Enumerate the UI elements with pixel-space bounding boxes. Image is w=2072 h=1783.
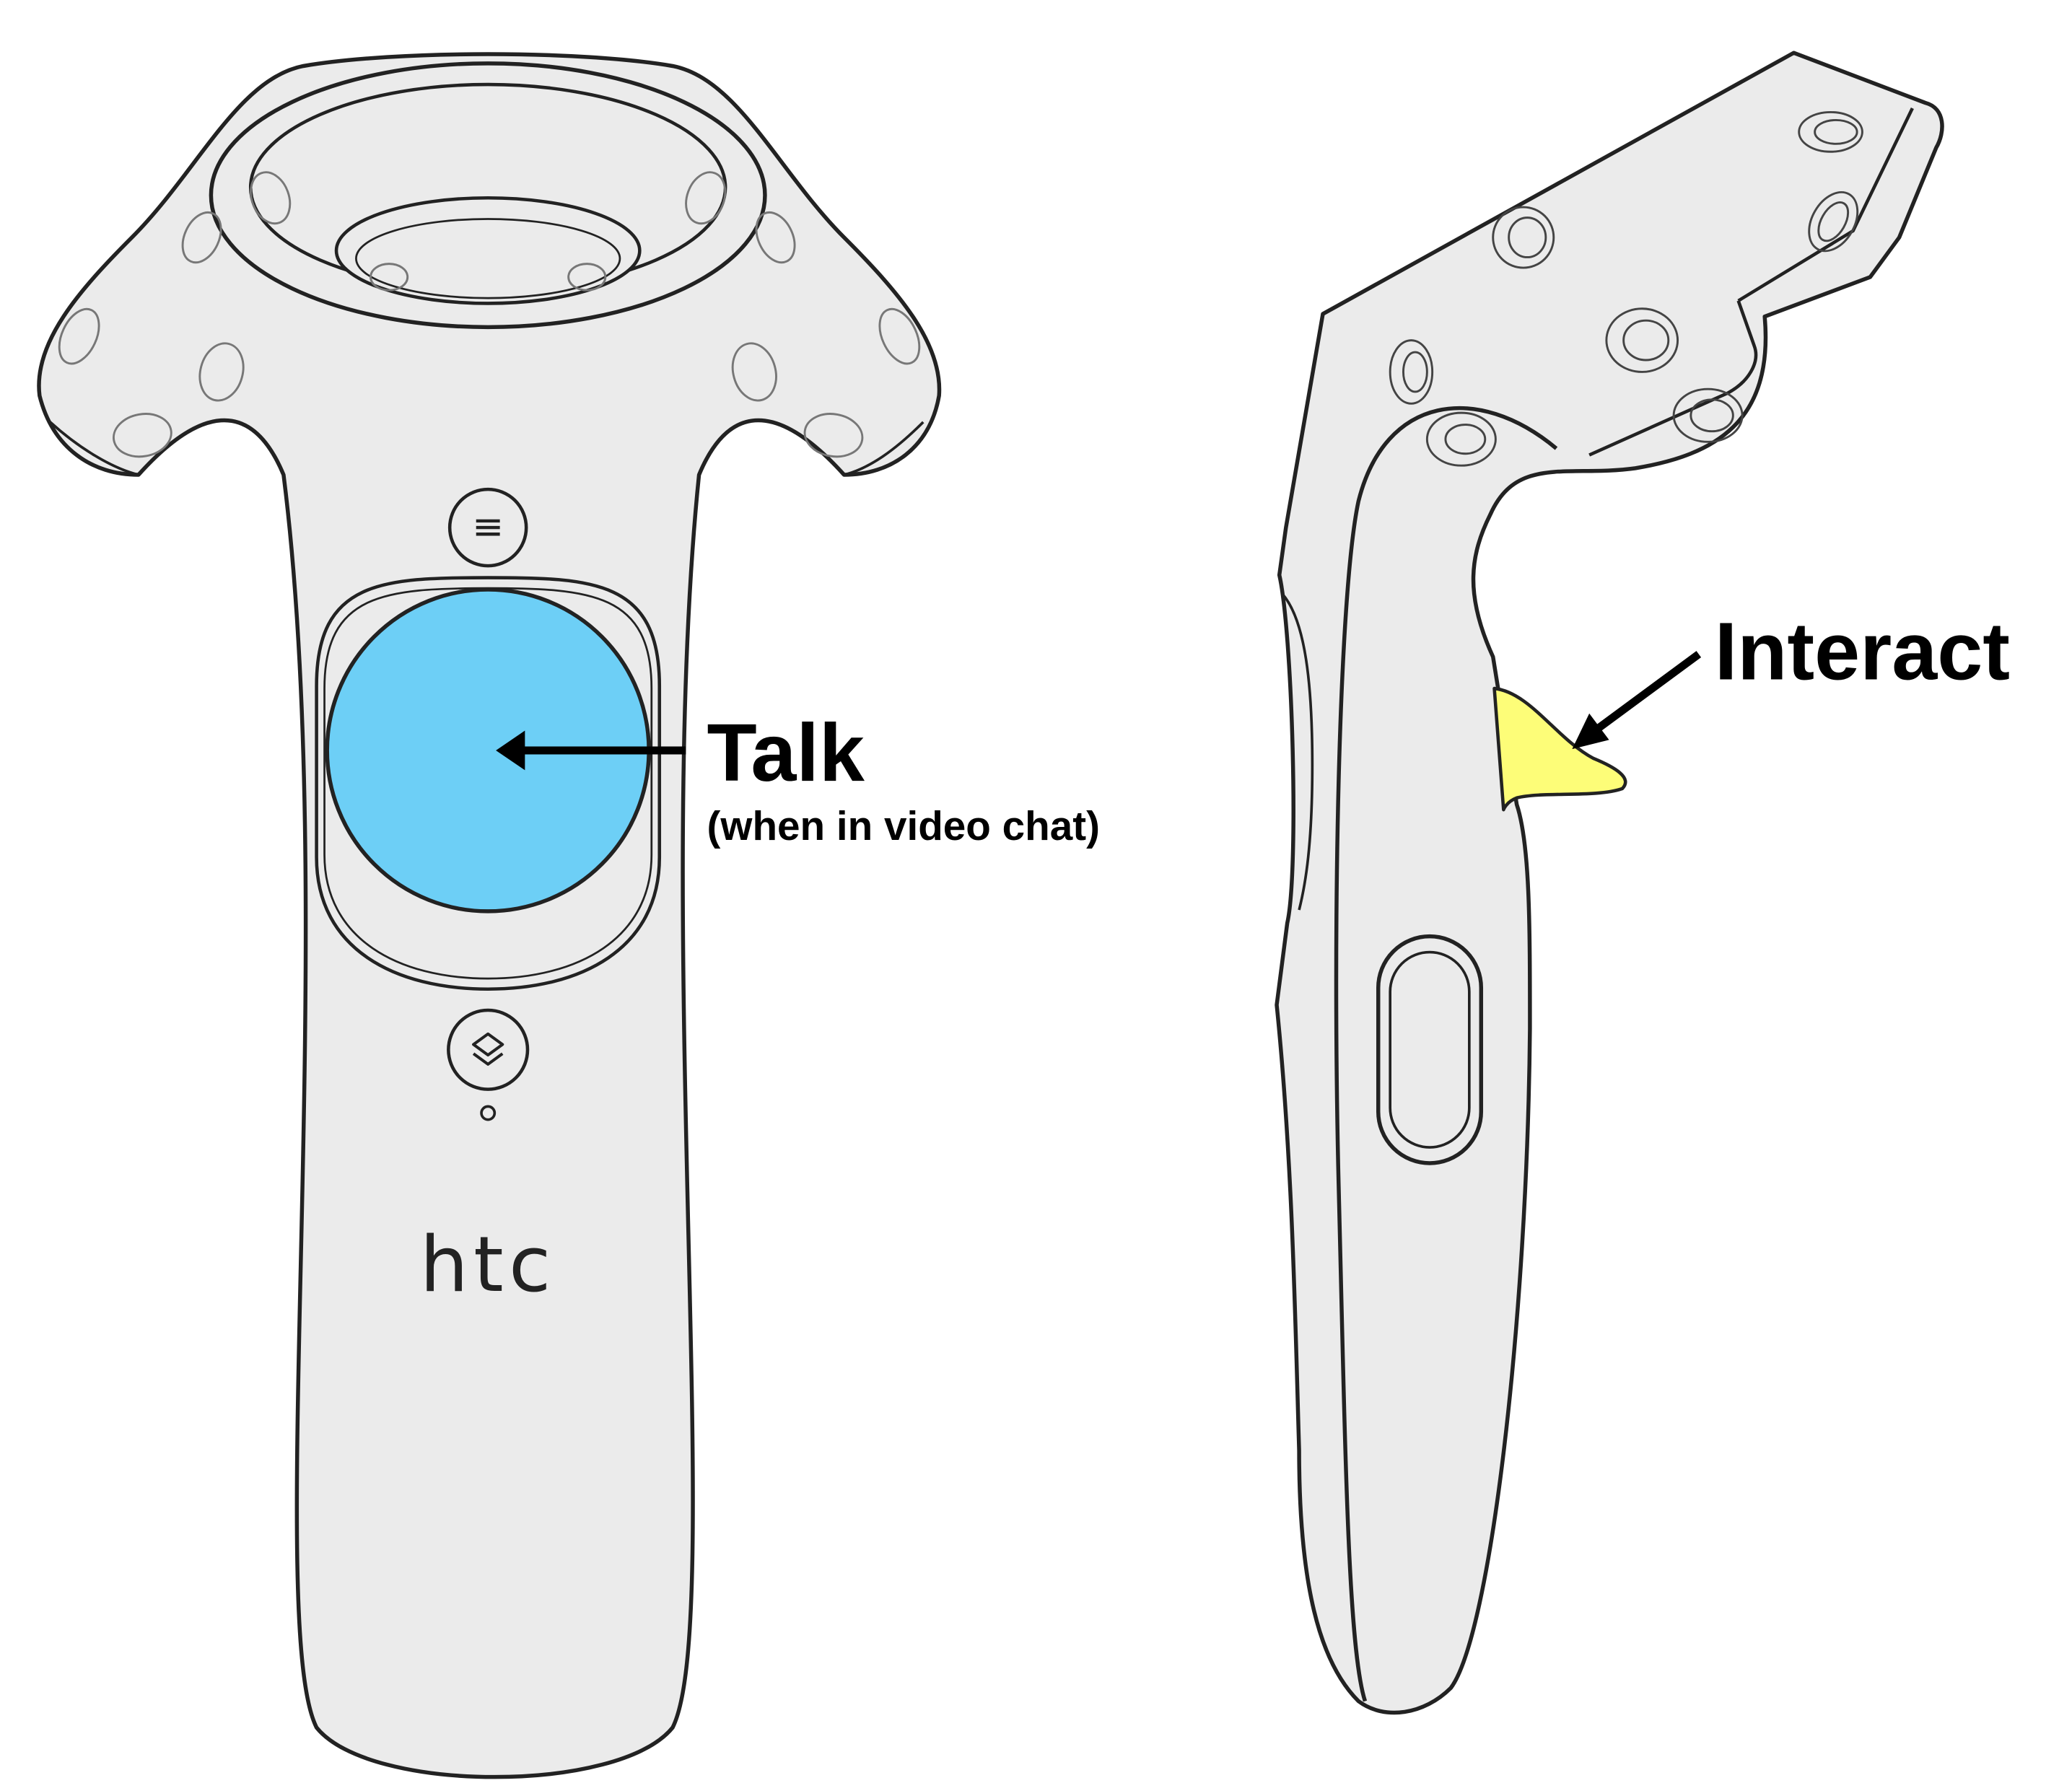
interact-label: Interact <box>1714 605 2011 698</box>
menu-button[interactable] <box>450 489 526 566</box>
talk-label: Talk <box>707 706 865 799</box>
side-view-controller <box>1277 53 1942 1712</box>
interact-arrow-line <box>1594 654 1699 732</box>
interact-callout <box>1572 605 2010 749</box>
front-view-controller <box>39 54 940 1777</box>
talk-note-label: (when in video chat) <box>707 804 1100 850</box>
status-led <box>481 1106 494 1119</box>
tracking-ring-core <box>336 198 639 303</box>
system-button[interactable] <box>448 1010 528 1090</box>
grip-button[interactable] <box>1378 937 1482 1163</box>
side-controller-body <box>1277 53 1942 1712</box>
htc-logo: htc <box>419 1220 556 1310</box>
interact-arrowhead <box>1572 714 1609 749</box>
trigger[interactable] <box>1495 688 1626 810</box>
